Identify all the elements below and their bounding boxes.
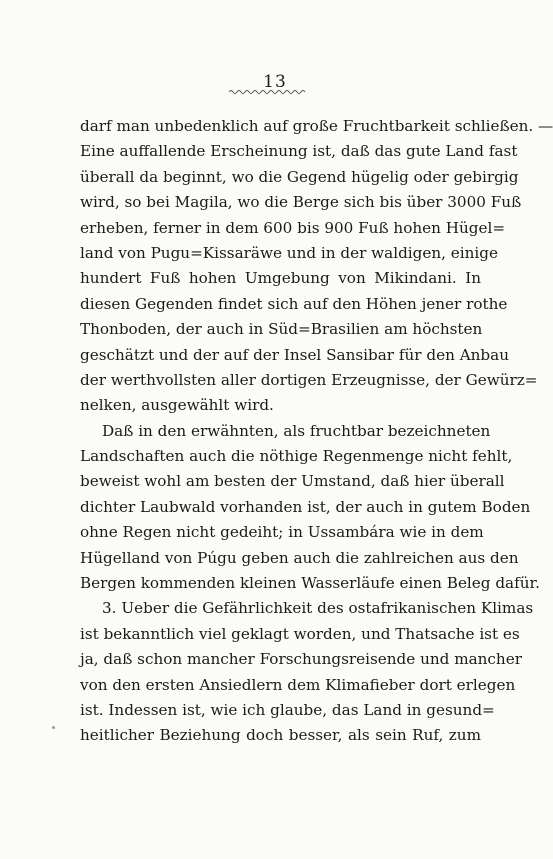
text-line: ohne Regen nicht gedeiht; in Ussambára wie in dem bbox=[80, 523, 484, 542]
text-line: wird, so bei Magila, wo die Berge sich bis über 3000 Fuß bbox=[80, 193, 522, 212]
text-line: Thonboden, der auch in Süd=Brasilien am höchsten bbox=[80, 320, 483, 339]
text-line: land von Pugu=Kissaräwe und in der waldigen, einige bbox=[80, 243, 498, 262]
text-line: geschätzt und der auf der Insel Sansibar für den Anbau bbox=[80, 345, 509, 364]
text-line: überall da beginnt, wo die Gegend hügelig oder gebirgig bbox=[80, 167, 519, 186]
body-text bbox=[80, 114, 553, 749]
text-line: Landschaften auch die nöthige Regenmenge nicht fehlt, bbox=[80, 447, 513, 466]
ornament-wavy-rule bbox=[229, 88, 305, 96]
text-line: Eine auffallende Erscheinung ist, daß das gute Land fast bbox=[80, 142, 518, 161]
text-line: ist bekanntlich viel geklagt worden, und Thatsache ist es bbox=[80, 624, 520, 643]
margin-speck bbox=[52, 726, 55, 729]
text-line: der werthvollsten aller dortigen Erzeugnisse, der Gewürz= bbox=[80, 370, 538, 389]
text-line: nelken, ausgewählt wird. bbox=[80, 396, 274, 415]
text-line: darf man unbedenklich auf große Fruchtbarkeit schließen. — bbox=[80, 117, 553, 135]
text-line: dichter Laubwald vorhanden ist, der auch in gutem Boden bbox=[80, 497, 531, 516]
text-line: Daß in den erwähnten, als fruchtbar bezeichneten bbox=[102, 421, 491, 440]
text-line: diesen Gegenden findet sich auf den Höhen jener rothe bbox=[80, 294, 508, 313]
text-line: 3. Ueber die Gefährlichkeit des ostafrikanischen Klimas bbox=[102, 599, 534, 618]
text-line: Hügelland von Púgu geben auch die zahlreichen aus den bbox=[80, 548, 519, 567]
text-line: ja, daß schon mancher Forschungsreisende und mancher bbox=[80, 650, 522, 669]
text-line: Bergen kommenden kleinen Wasserläufe einen Beleg dafür. bbox=[80, 574, 540, 593]
page-number: 13 bbox=[263, 72, 287, 92]
text-line: erheben, ferner in dem 600 bis 900 Fuß hohen Hügel= bbox=[80, 218, 506, 237]
text-line: ist. Indessen ist, wie ich glaube, das Land in gesund= bbox=[80, 700, 495, 719]
text-line: hundert Fuß hohen Umgebung von Mikindani. In bbox=[80, 269, 481, 288]
text-line: heitlicher Beziehung doch besser, als sein Ruf, zum bbox=[80, 726, 481, 745]
text-line: beweist wohl am besten der Umstand, daß hier überall bbox=[80, 472, 505, 491]
text-line: von den ersten Ansiedlern dem Klimafieber dort erlegen bbox=[80, 675, 516, 694]
